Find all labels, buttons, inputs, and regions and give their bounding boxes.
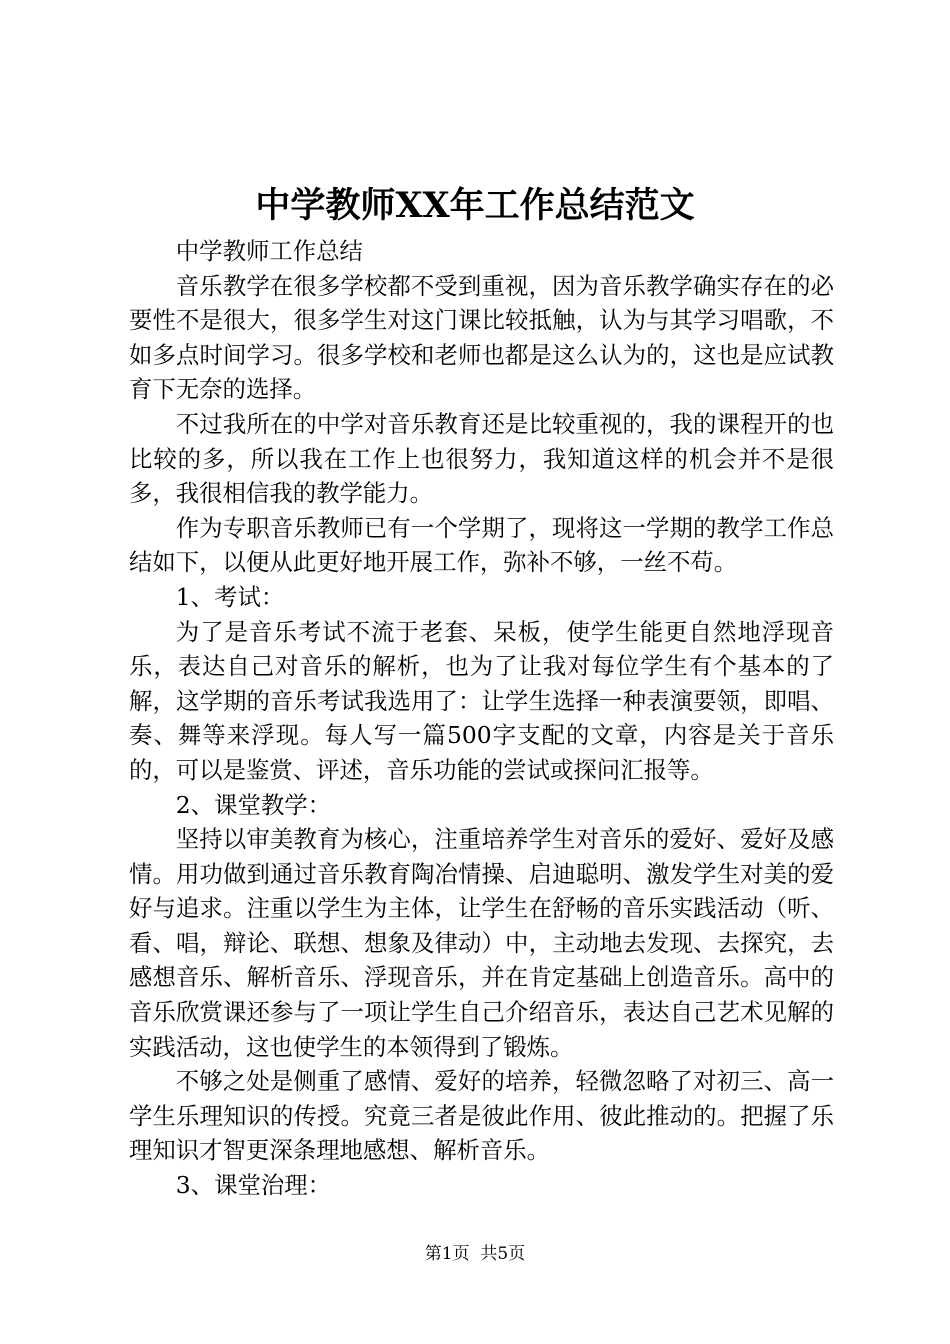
section-heading-classroom-management: 3、课堂治理：	[175, 1171, 332, 1200]
paragraph-subtitle: 中学教师工作总结	[175, 237, 363, 265]
document-body	[129, 234, 834, 1203]
paragraph: 音乐教学在很多学校都不受到重视，因为音乐教学确实存在的必要性不是很大，很多学生对这门课比较抵触，认为与其学习唱歌，不如多点时间学习。很多学校和老师也都是这么认为的，这也是应试教育下无奈的选择。	[129, 271, 834, 404]
section-heading-classroom-teaching: 2、课堂教学：	[175, 790, 332, 819]
paragraph: 为了是音乐考试不流于老套、呆板，使学生能更自然地浮现音乐，表达自己对音乐的解析，也为了让我对每位学生有个基本的了解，这学期的音乐考试我选用了：让学生选择一种表演要领，即唱、奏、舞等来浮现。每人写一篇500字支配的文章，内容是关于音乐的，可以是鉴赏、评述，音乐功能的尝试或探问汇报等。	[129, 617, 834, 784]
document-title: 中学教师XX年工作总结范文	[255, 185, 695, 226]
page-number-footer: 第1页 共5页	[424, 1244, 526, 1264]
section-heading-exam: 1、考试：	[175, 582, 285, 611]
paragraph: 不够之处是侧重了感情、爱好的培养，轻微忽略了对初三、高一学生乐理知识的传授。究竟三者是彼此作用、彼此推动的。把握了乐理知识才智更深条理地感想、解析音乐。	[129, 1067, 834, 1165]
paragraph: 坚持以审美教育为核心，注重培养学生对音乐的爱好、爱好及感情。用功做到通过音乐教育陶冶情操、启迪聪明、激发学生对美的爱好与追求。注重以学生为主体，让学生在舒畅的音乐实践活动（听、看、唱，辩论、联想、想象及律动）中，主动地去发现、去探究，去感想音乐、解析音乐、浮现音乐，并在肯定基础上创造音乐。高中的音乐欣赏课还参与了一项让学生自己介绍音乐，表达自己艺术见解的实践活动，这也使学生的本领得到了锻炼。	[129, 825, 834, 1061]
paragraph: 作为专职音乐教师已有一个学期了，现将这一学期的教学工作总结如下，以便从此更好地开展工作，弥补不够，一丝不苟。	[129, 513, 834, 577]
paragraph: 不过我所在的中学对音乐教育还是比较重视的，我的课程开的也比较的多，所以我在工作上也很努力，我知道这样的机会并不是很多，我很相信我的教学能力。	[129, 409, 834, 508]
